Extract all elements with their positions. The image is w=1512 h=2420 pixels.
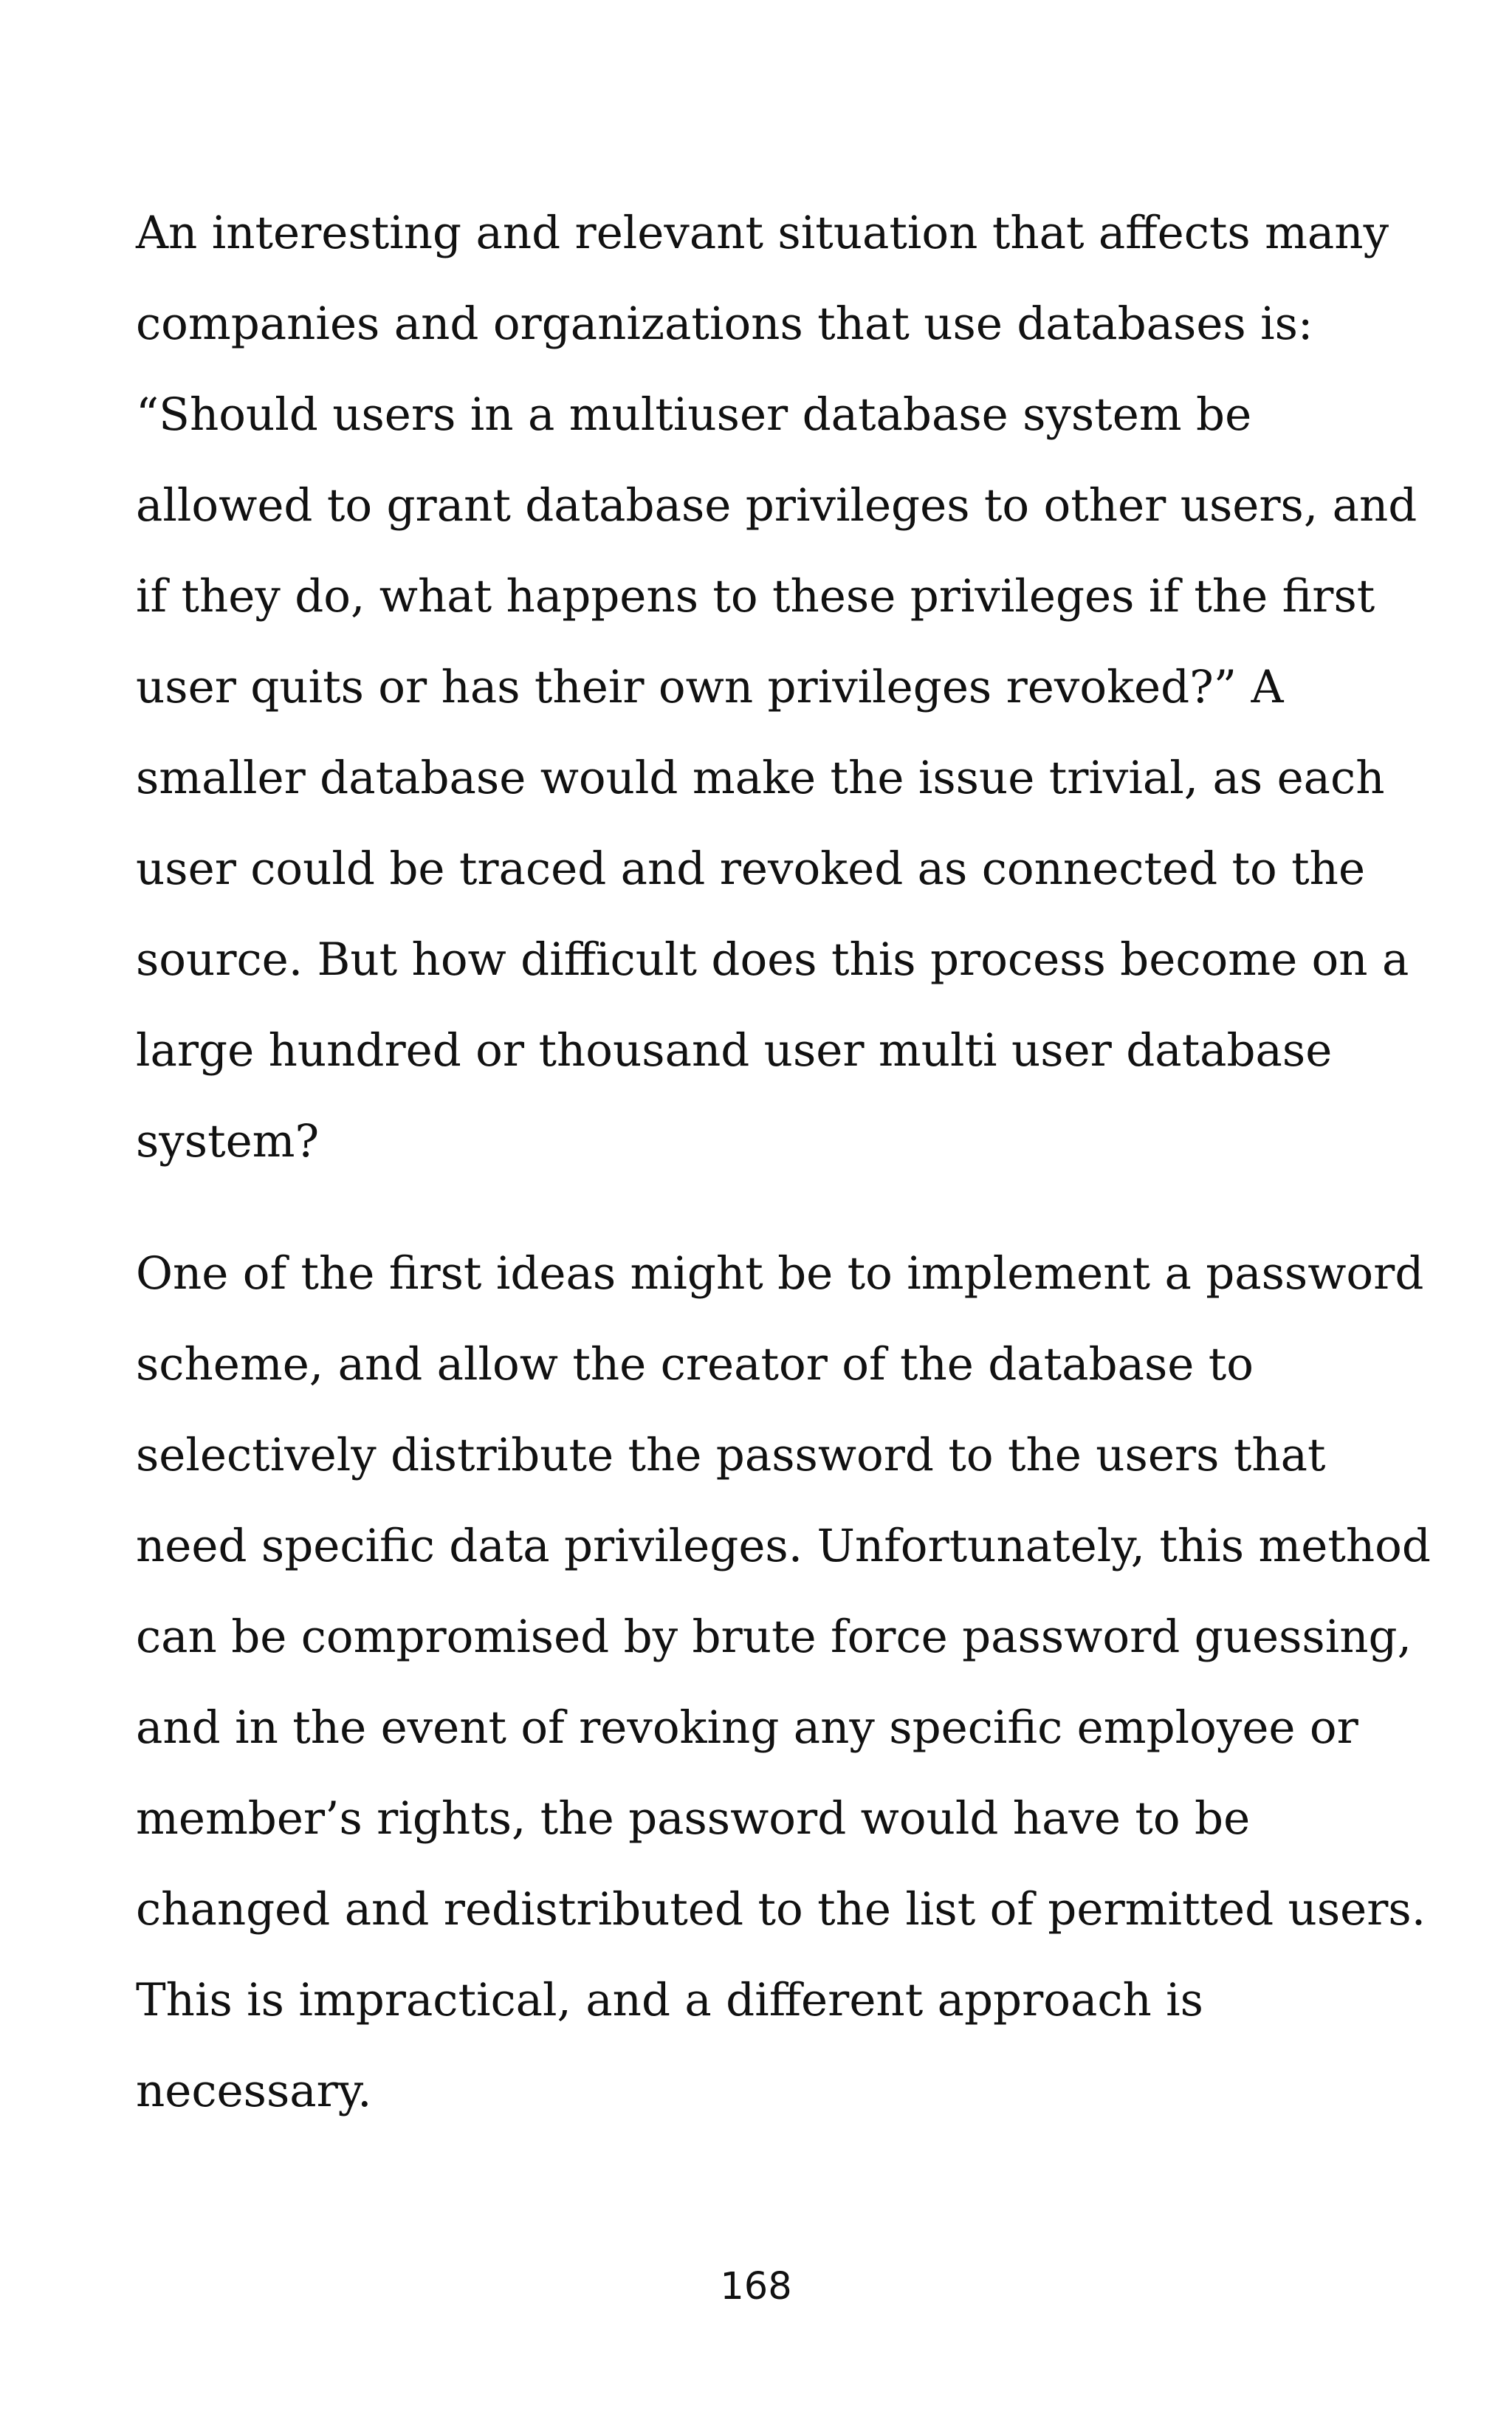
paragraph-line: companies and organizations that use databases is:	[136, 298, 1313, 350]
paragraph-line: user quits or has their own privileges revoked?” A	[136, 661, 1284, 713]
paragraph-line: user could be traced and revoked as connected to the	[136, 843, 1366, 895]
paragraph-line: One of the first ideas might be to implement a password	[136, 1247, 1424, 1300]
paragraph-line: “Should users in a multiuser database system be	[136, 388, 1252, 441]
page-number: 168	[720, 2265, 792, 2308]
paragraph-line: system?	[136, 1115, 320, 1168]
paragraph-line: changed and redistributed to the list of permitted users.	[136, 1883, 1426, 1936]
paragraph-line: if they do, what happens to these privileges if the first	[136, 570, 1375, 623]
paragraph-line: can be compromised by brute force password guessing,	[136, 1611, 1412, 1663]
paragraph-line: smaller database would make the issue trivial, as each	[136, 752, 1385, 804]
paragraph-1	[136, 188, 1418, 1187]
paragraph-line: An interesting and relevant situation that affects many	[136, 207, 1389, 259]
paragraph-line: large hundred or thousand user multi user database	[136, 1024, 1333, 1077]
paragraph-line: member’s rights, the password would have to be	[136, 1792, 1251, 1845]
paragraph-line: need specific data privileges. Unfortunately, this method	[136, 1520, 1431, 1572]
paragraph-line: necessary.	[136, 2065, 372, 2117]
paragraph-line: scheme, and allow the creator of the database to	[136, 1338, 1254, 1391]
paragraph-line: source. But how difficult does this process become on a	[136, 933, 1409, 986]
paragraph-line: and in the event of revoking any specific employee or	[136, 1701, 1358, 1754]
paragraph-line: This is impractical, and a different approach is	[136, 1974, 1203, 2026]
paragraph-line: allowed to grant database privileges to other users, and	[136, 479, 1418, 532]
paragraph-line: selectively distribute the password to the users that	[136, 1429, 1326, 1481]
paragraph-2	[136, 1228, 1431, 2136]
